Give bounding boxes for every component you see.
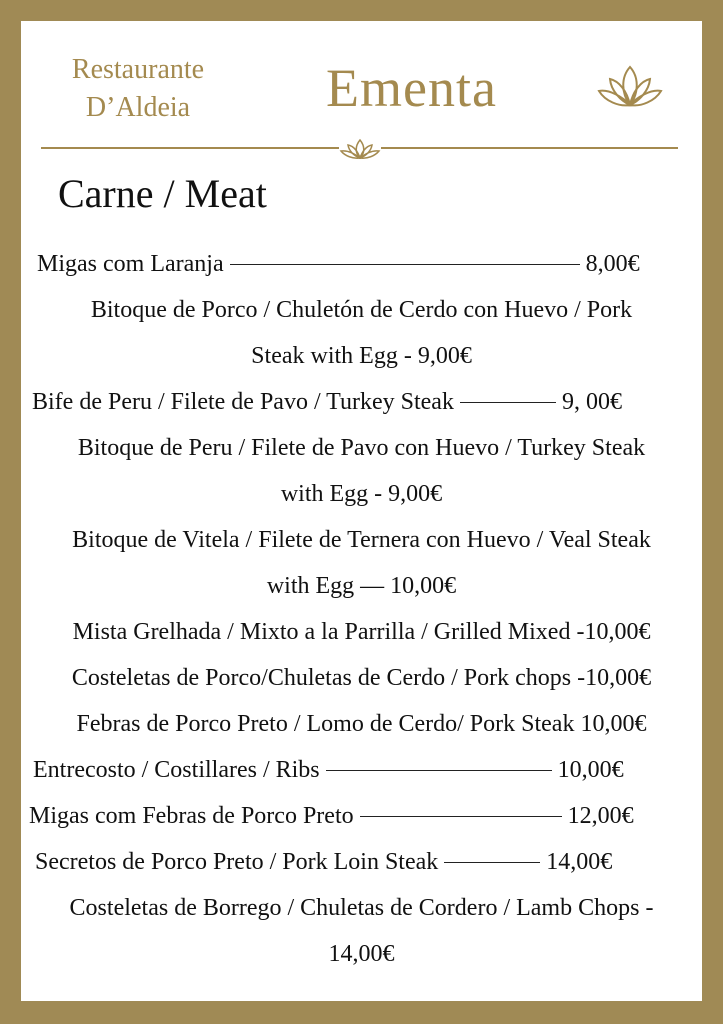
section-title: Carne / Meat [58, 171, 267, 216]
item-text: Steak with Egg - 9,00€ [251, 343, 472, 369]
menu-page [21, 21, 702, 1001]
menu-item-continued [21, 931, 702, 977]
price-leader [360, 816, 562, 817]
item-price: 10,00€ [557, 757, 624, 783]
menu-item-continued [21, 471, 702, 517]
brand-line-1: Restaurante [71, 54, 205, 85]
price-leader [460, 402, 556, 403]
menu-item [21, 747, 702, 793]
item-name: Migas com Febras de Porco Preto [29, 803, 354, 829]
menu-item [21, 425, 702, 471]
item-price: 9, 00€ [561, 389, 622, 415]
menu-item-continued [21, 333, 702, 379]
price-leader [444, 862, 540, 863]
item-price: 8,00€ [585, 251, 640, 277]
menu-item [21, 655, 702, 701]
item-text: Bitoque de Vitela / Filete de Ternera con Huevo / Veal Steak [72, 527, 651, 553]
item-text: with Egg — 10,00€ [266, 573, 457, 599]
menu-item [21, 517, 702, 563]
price-leader [230, 264, 580, 265]
item-text: Mista Grelhada / Mixto a la Parrilla / Grilled Mixed -10,00€ [72, 619, 651, 645]
menu-list [21, 241, 702, 977]
restaurant-brand [53, 51, 223, 127]
menu-item [21, 379, 702, 425]
item-text: with Egg - 9,00€ [280, 481, 443, 507]
item-text: Bitoque de Porco / Chuletón de Cerdo con Huevo / Pork [90, 297, 633, 323]
menu-item [21, 793, 702, 839]
menu-item [21, 241, 702, 287]
item-text: 14,00€ [328, 941, 395, 967]
brand-line-2: D’Aldeia [85, 92, 191, 123]
divider-lotus-icon [339, 137, 381, 161]
menu-item [21, 885, 702, 931]
item-text: Costeletas de Borrego / Chuletas de Cordero / Lamb Chops - [69, 895, 654, 921]
menu-item [21, 701, 702, 747]
item-text: Costeletas de Porco/Chuletas de Cerdo / Pork chops -10,00€ [71, 665, 652, 691]
menu-item [21, 609, 702, 655]
item-text: Febras de Porco Preto / Lomo de Cerdo/ Pork Steak 10,00€ [76, 711, 647, 737]
item-name: Bife de Peru / Filete de Pavo / Turkey Steak [32, 389, 454, 415]
item-text: Bitoque de Peru / Filete de Pavo con Huevo / Turkey Steak [77, 435, 646, 461]
menu-item [21, 839, 702, 885]
menu-title: Ementa [326, 58, 497, 118]
price-leader [326, 770, 552, 771]
menu-item [21, 287, 702, 333]
item-price: 12,00€ [567, 803, 634, 829]
item-name: Secretos de Porco Preto / Pork Loin Steak [35, 849, 439, 875]
item-name: Entrecosto / Costillares / Ribs [33, 757, 320, 783]
lotus-icon [597, 61, 663, 111]
item-name: Migas com Laranja [37, 251, 224, 277]
item-price: 14,00€ [546, 849, 613, 875]
menu-item-continued [21, 563, 702, 609]
